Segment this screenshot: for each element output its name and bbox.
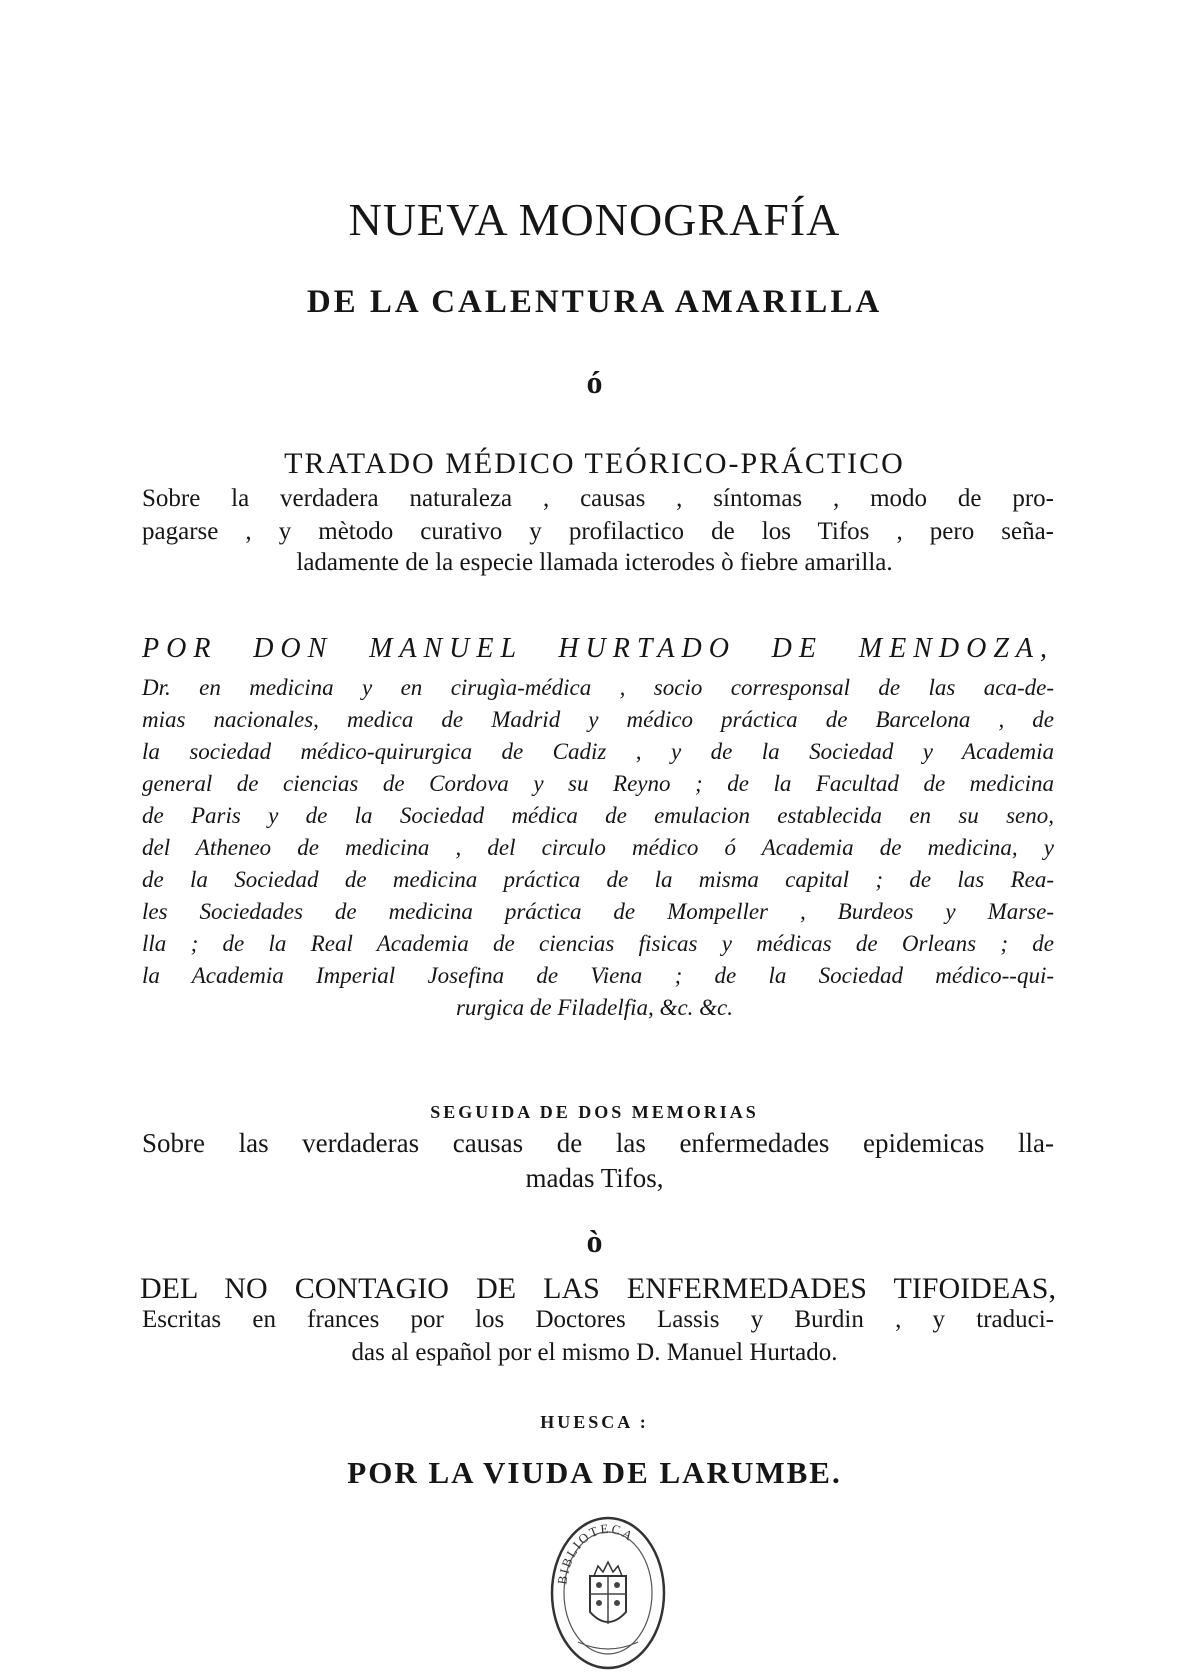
credential-line: les Sociedades de medicina práctica de Mompeller , Burdeos y Marse- [142,899,1054,924]
conjunction-o-2: ò [586,1223,603,1259]
description-line-1: Sobre la verdadera naturaleza , causas , síntomas , modo de pro- [142,485,1054,512]
description-line-3: ladamente de la especie llamada icterodes ò fiebre amarilla. [296,549,893,576]
main-title: NUEVA MONOGRAFÍA [348,194,841,245]
author-name: POR DON MANUEL HURTADO DE MENDOZA, [142,633,1054,664]
credential-line: mias nacionales, medica de Madrid y médico práctica de Barcelona , de [142,707,1054,732]
credential-line: rurgica de Filadelfia, &c. &c. [455,995,733,1020]
contagio-heading: DEL NO CONTAGIO DE LAS ENFERMEDADES TIFOIDEAS, [140,1272,1056,1305]
escritas-line-2: das al español por el mismo D. Manuel Hurtado. [351,1339,838,1366]
credential-line: de Paris y de la Sociedad médica de emulacion establecida en su seno, [142,803,1054,828]
conjunction-o: ó [586,364,603,400]
memorias-line-2: madas Tifos, [525,1163,664,1193]
credential-line: Dr. en medicina y en cirugìa-médica , socio corresponsal de las aca-de- [142,675,1054,700]
credential-line: del Atheneo de medicina , del circulo médico ó Academia de medicina, y [142,835,1054,860]
memorias-line-1: Sobre las verdaderas causas de las enfermedades epidemicas lla- [142,1128,1054,1158]
seal-text: BIBLIOTECA [554,1520,638,1586]
credential-line: de la Sociedad de medicina práctica de la misma capital ; de las Rea- [142,867,1054,892]
library-seal-icon [548,1514,668,1672]
credential-line: la sociedad médico-quirurgica de Cadiz , y de la Sociedad y Academia [142,739,1054,764]
subtitle-calentura: DE LA CALENTURA AMARILLA [306,284,883,320]
treatise-title: TRATADO MÉDICO TEÓRICO-PRÁCTICO [284,447,905,480]
seguida-heading: SEGUIDA DE DOS MEMORIAS [430,1102,759,1122]
credential-line: la Academia Imperial Josefina de Viena ; de la Sociedad médico--qui- [142,963,1054,988]
place-of-publication: HUESCA : [540,1412,649,1432]
printer-name: POR LA VIUDA DE LARUMBE. [347,1455,842,1490]
credential-line: lla ; de la Real Academia de ciencias fisicas y médicas de Orleans ; de [142,931,1054,956]
escritas-line-1: Escritas en frances por los Doctores Lassis y Burdin , y traduci- [142,1306,1054,1333]
description-line-2: pagarse , y mètodo curativo y profilactico de los Tifos , pero seña- [142,518,1054,545]
credential-line: general de ciencias de Cordova y su Reyno ; de la Facultad de medicina [142,771,1054,796]
